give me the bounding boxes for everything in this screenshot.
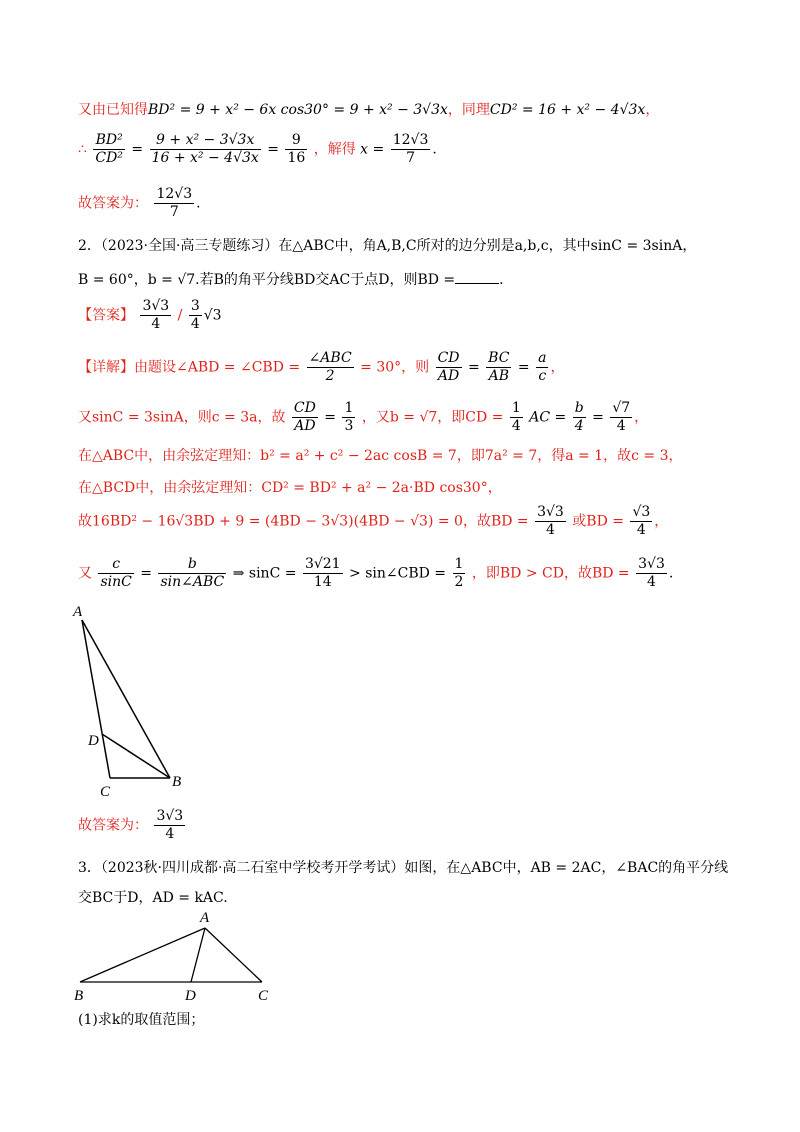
triangle-figure-1: [60, 600, 200, 800]
equation-cd-squared: CD² = 16 + x² − 4√3x: [489, 102, 646, 118]
detail-frac-16: $\frac{3√3}{4}$: [638, 556, 665, 590]
label-b: B: [172, 774, 182, 790]
label-a: A: [73, 604, 83, 620]
solution-line-1: 又由已知得BD² = 9 + x² − 6x cos30° = 9 + x² − 3√3x，同理CD² = 16 + x² − 4√3x，: [78, 102, 660, 118]
fraction-x-value: $\frac{12√3}{7}$: [392, 132, 429, 166]
detail-frac-1: $\frac{\text{∠ABC}}{2}$: [308, 350, 352, 384]
label-d: D: [88, 733, 99, 749]
detail-frac-11: $\frac{√3}{4}$: [632, 504, 651, 538]
question-3-part-1: (1)求k的取值范围；: [78, 1012, 205, 1028]
detail-line-6: 又 $\frac{c}{\sin C}$ = $\frac{b}{\text{sin∠ABC}}$ ⇒ sinC = $\frac{3√21}{14}$ > sin∠CBD = $\frac{1}{2}$ ，即BD > CD，故BD = $\frac{3√3}{4}$ .: [78, 556, 674, 590]
detail-frac-10: $\frac{3√3}{4}$: [537, 504, 564, 538]
label-c-2: C: [258, 988, 269, 1004]
detail-frac-9: $\frac{√7}{4}$: [612, 400, 631, 434]
answer-line-1: 故答案为： $\frac{12√3}{7}$ .: [78, 186, 201, 220]
answer-fraction-b: $\frac{3}{4}$: [190, 298, 200, 332]
detail-frac-7: $\frac{1}{4}$: [511, 400, 521, 434]
detail-frac-15: $\frac{1}{2}$: [454, 556, 464, 590]
fraction-bd2-cd2: $\frac{\text{BD²}}{\text{CD²}}$: [95, 132, 123, 166]
fraction-expression: $\frac{\text{9 + x² − 3√3x}}{\text{16 + x² − 4√3x}}$: [151, 132, 259, 166]
answer-blank: [455, 271, 499, 284]
label-d-2: D: [185, 988, 196, 1004]
detail-frac-2: $\frac{CD}{AD}$: [437, 350, 460, 384]
answer-tag-line: 【答案】 $\frac{3√3}{4}$ / $\frac{3}{4}$ √3: [78, 298, 222, 332]
detail-frac-14: $\frac{3√21}{14}$: [304, 556, 341, 590]
detail-line-3: 在△ABC中，由余弦定理知：b² = a² + c² − 2ac cosB = 7，即7a² = 7，得a = 1，故c = 3，: [78, 448, 683, 464]
detail-line-2: 又sinC = 3sinA，则c = 3a，故 $\frac{CD}{AD}$ = $\frac{1}{3}$ ，又b = √7，即CD = $\frac{1}{4}$ AC = $\frac{b}{4}$ = $\frac{√7}{4}$ ，: [78, 400, 649, 434]
edge-ab: [82, 620, 170, 778]
answer-line-2: 故答案为： $\frac{3√3}{4}$: [78, 808, 184, 842]
question-3-line-2: 交BC于D，AD = kAC.: [78, 890, 228, 906]
detail-frac-5: $\frac{CD}{AD}$: [293, 400, 316, 434]
detail-frac-12: $\frac{c}{\sin C}$: [100, 556, 132, 590]
detail-frac-13: $\frac{b}{\text{sin∠ABC}}$: [160, 556, 225, 590]
equation-bd-squared: BD² = 9 + x² − 6x cos30° = 9 + x² − 3√3x: [148, 102, 448, 118]
fraction-9-16: $\frac{9}{16}$: [287, 132, 306, 166]
label-b-2: B: [74, 988, 84, 1004]
triangle-figure-2: [66, 908, 286, 1008]
detail-frac-6: $\frac{1}{3}$: [344, 400, 354, 434]
label-c: C: [100, 784, 111, 800]
answer-2-fraction: $\frac{3√3}{4}$: [156, 808, 184, 842]
edge-ac-2: [205, 928, 262, 982]
detail-line-4: 在△BCD中，由余弦定理知：CD² = BD² + a² − 2a·BD cos30°，: [78, 480, 502, 496]
detail-frac-3: $\frac{BC}{AB}$: [488, 350, 510, 384]
edge-ba: [80, 928, 205, 982]
segment-ad: [191, 928, 205, 982]
label-a-2: A: [200, 910, 210, 926]
detail-frac-8: $\frac{b}{4}$: [574, 400, 584, 434]
detail-line-1: 【详解】由题设∠ABD = ∠CBD = $\frac{\text{∠ABC}}{2}$ = 30°，则 $\frac{CD}{AD}$ = $\frac{BC}{AB}$ = $\frac{a}{c}$ ，: [78, 350, 565, 384]
solution-line-2: ∴ $\frac{\text{BD²}}{\text{CD²}}$ = $\frac{\text{9 + x² − 3√3x}}{\text{16 + x² − 4√3x}}$ = $\frac{9}{16}$ ，解得 x = $\frac{12√3}{7}$ .: [78, 132, 437, 166]
question-3-line-1: 3．（2023秋·四川成都·高二石室中学校考开学考试）如图，在△ABC中，AB = 2AC，∠BAC的角平分线: [78, 860, 729, 876]
question-2-line-1: 2．（2023·全国·高三专题练习）在△ABC中，角A,B,C所对的边分别是a,b,c，其中sinC = 3sinA，: [78, 238, 697, 254]
segment-bd: [102, 734, 170, 778]
question-2-line-2: B = 60°，b = √7.若B的角平分线BD交AC于点D，则BD = .: [78, 272, 504, 288]
detail-line-5: 故16BD² − 16√3BD + 9 = (4BD − 3√3)(4BD − √3) = 0，故BD = $\frac{3√3}{4}$ 或BD = $\frac{√3}{4}$ ，: [78, 504, 669, 538]
answer-fraction-a: $\frac{3√3}{4}$: [142, 298, 170, 332]
answer-1-fraction: $\frac{12√3}{7}$: [156, 186, 193, 220]
triangle-lines: [82, 620, 170, 778]
triangle-lines-2: [80, 928, 262, 982]
detail-frac-4: $\frac{a}{c}$: [538, 350, 547, 384]
